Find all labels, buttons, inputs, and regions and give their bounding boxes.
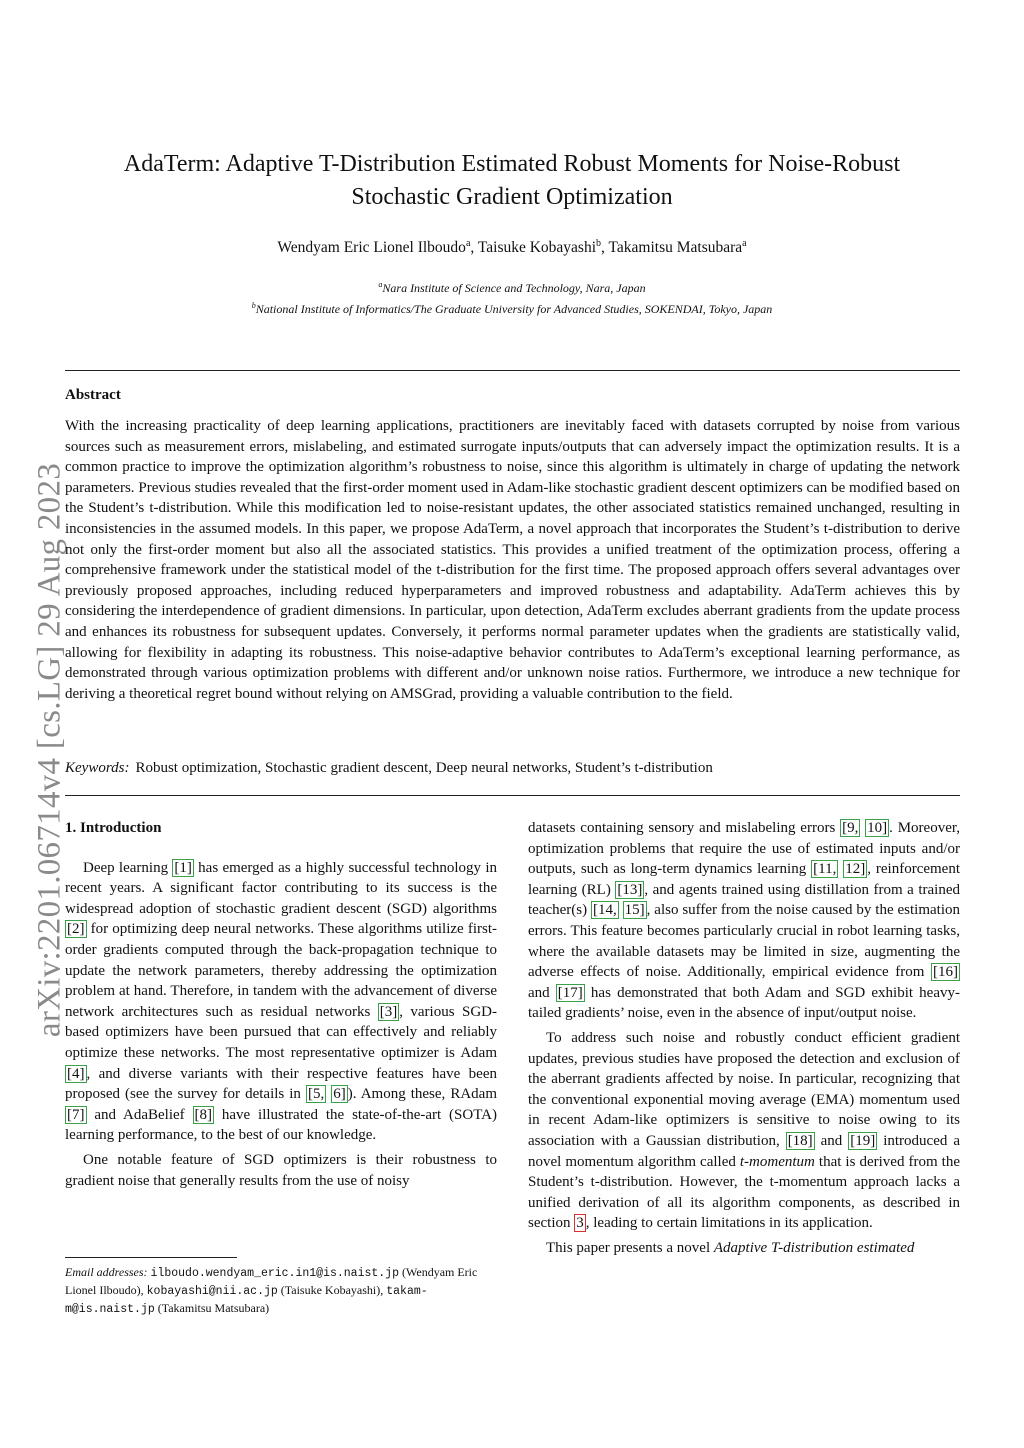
affiliations [100, 276, 924, 318]
citation-link[interactable]: [1] [174, 859, 192, 876]
citation-link[interactable]: [11, [813, 861, 837, 878]
citation-link[interactable]: [17] [557, 984, 583, 1001]
top-divider [65, 370, 960, 371]
abstract-bottom-divider [65, 795, 960, 796]
keywords-text: Robust optimization, Stochastic gradient descent, Deep neural networks, Student’s t-distribution [135, 760, 713, 776]
author-affil-mark: a [465, 238, 471, 249]
citation-link[interactable]: 15] [624, 902, 645, 919]
intro-paragraph-1: Deep learning [1] has emerged as a highly successful technology in recent years. A significant factor contributing to its success is the widespread adoption of stochastic gradient descent (SGD) algorithms [2] for optimizing deep neural networks. These algorithms utilize first-order gradients computed through the back-propagation technique to update the network parameters, thereby addressing the optimization problem at hand. Therefore, in tandem with the advancement of diverse network architectures such as residual networks [3] , various SGD-based optimizers have been pursued that can effectively and reliably optimize these networks. The most representative optimizer is Adam [4] , and diverse variants with their respective features have been proposed (see the survey for details in [5, 6] ). Among these, RAdam [7] and AdaBelief [8] have illustrated the state-of-the-art (SOTA) learning performance, to the best of our knowledge. [65, 859, 497, 1144]
email-link[interactable]: ilboudo.wendyam_eric.in1@is.naist.jp [150, 1267, 399, 1280]
title-line-2: Stochastic Gradient Optimization [351, 184, 673, 210]
citation-link[interactable]: [3] [379, 1003, 398, 1020]
citation-link[interactable]: [19] [850, 1132, 876, 1149]
citation-link[interactable]: [7] [67, 1106, 85, 1123]
citation-link[interactable]: [18] [787, 1132, 813, 1149]
intro-paragraph-2: One notable feature of SGD optimizers is their robustness to gradient noise that generally results from the use of noisy [65, 1151, 497, 1189]
footnote-emails: Email addresses: ilboudo.wendyam_eric.in1@is.naist.jp (Wendyam Eric Lionel Ilboudo), kobayashi@nii.ac.jp (Taisuke Kobayashi), takam-m@is.naist.jp (Takamitsu Matsubara) [65, 1265, 478, 1316]
footnote-label: Email addresses: [65, 1265, 148, 1279]
citation-link[interactable]: 10] [867, 820, 888, 836]
author-affil-mark: a [742, 238, 747, 249]
author-affil-mark: b [596, 238, 602, 249]
abstract-heading: Abstract [65, 387, 121, 403]
citation-link[interactable]: [4] [67, 1065, 85, 1082]
intro-paragraph-3: To address such noise and robustly conduct efficient gradient updates, previous studies have proposed the detection and exclusion of the aberrant gradients affected by noise. In particular, recognizing that the conventional exponential moving average (EMA) momentum used in recent Adam-like optimizers is sensitive to noise owing to its association with a Gaussian distribution, [18] and [19] introduced a novel momentum algorithm called t-momentum that is derived from the Student’s t-distribution. However, the t-momentum approach lacks a unified derivation of all its algorithm components, as described in section 3 , leading to certain limitations in its application. [528, 1029, 960, 1232]
email-link[interactable]: takam-m@is.naist.jp [65, 1285, 428, 1316]
left-column [65, 818, 497, 1191]
section-heading-introduction: 1. Introduction [65, 820, 162, 836]
footnote-divider [65, 1257, 237, 1258]
author-list: Wendyam Eric Lionel Ilboudo$^a$, Taisuke Kobayashi$^b$, Takamitsu Matsubara$^a$ [277, 238, 747, 257]
keywords [65, 760, 960, 777]
paper-title [100, 148, 924, 214]
author-name: Takamitsu Matsubara [608, 239, 743, 257]
citation-link[interactable]: [13] [617, 881, 643, 898]
citation-link[interactable]: [8] [194, 1106, 213, 1123]
citation-link[interactable]: 6] [333, 1086, 346, 1103]
email-link[interactable]: kobayashi@nii.ac.jp [146, 1285, 278, 1298]
citation-link[interactable]: [9, [842, 820, 859, 836]
intro-paragraph-2-continued: datasets containing sensory and mislabeling errors [9, 10] . Moreover, optimization problems that require the use of estimated inputs and/or outputs, such as long-term dynamics learning [11, 12] , reinforcement learning (RL) [13] , and agents trained using distillation from a trained teacher(s) [14, 15] , also suffer from the noise caused by the estimation errors. This feature becomes particularly crucial in robot learning tasks, where the available datasets may be limited in size, augmenting the adverse effects of noise. Additionally, empirical evidence from [16] and [17] has demonstrated that both Adam and SGD exhibit heavy-tailed gradients’ noise, even in the absence of input/output noise. [528, 820, 961, 1022]
citation-link[interactable]: [16] [933, 964, 958, 981]
abstract-body: With the increasing practicality of deep learning applications, practitioners are inevitably faced with datasets corrupted by noise from various sources such as measurement errors, mislabeling, and estimated surrogate inputs/outputs that can adversely impact the optimization results. It is a common practice to improve the optimization algorithm’s robustness to noise, since this algorithm is ultimately in charge of updating the network parameters. Previous studies revealed that the first-order moment used in Adam-like stochastic gradient descent optimizers can be modified based on the Student’s t-distribution. While this modification led to noise-resistant updates, the other associated statistics remained unchanged, resulting in inconsistencies in the assumed models. In this paper, we propose AdaTerm, a novel approach that incorporates the Student’s t-distribution to derive not only the first-order moment but also all the associated statistics. This provides a unified treatment of the optimization process, offering a comprehensive framework under the statistical model of the t-distribution for the first time. The proposed approach offers several advantages over previously proposed approaches, including reduced hyperparameters and improved robustness and adaptability. AdaTerm achieves this by considering the interdependence of gradient dimensions. In particular, upon detection, AdaTerm excludes aberrant gradients from the update process and enhances its robustness for subsequent updates. Conversely, it performs normal parameter updates when the gradients are statistically valid, allowing for flexibility in adapting its robustness. This noise-adaptive behavior contributes to AdaTerm’s exceptional learning performance, as demonstrated through various optimization problems with different and/or unknown noise ratios. Furthermore, we introduce a new technique for deriving a theoretical regret bound without relying on AMSGrad, providing a valuable contribution to the field. [65, 418, 960, 702]
citation-link[interactable]: [5, [307, 1086, 325, 1103]
citation-link[interactable]: [2] [67, 921, 85, 938]
arxiv-identifier: arXiv:2201.06714v4 [cs.LG] 29 Aug 2023 [31, 462, 68, 1038]
author-name: Wendyam Eric Lionel Ilboudo [277, 239, 466, 257]
citation-link[interactable]: [14, [593, 902, 617, 919]
author-name: Taisuke Kobayashi [477, 239, 597, 257]
method-name-italic: Adaptive T-distribution estimated [713, 1239, 915, 1256]
term-t-momentum: t-momentum [739, 1153, 815, 1170]
affiliation-b: $^b$National Institute of Informatics/The Graduate University for Advanced Studies, SOKENDAI, Tokyo, Japan [251, 301, 773, 316]
affiliation-a: $^a$Nara Institute of Science and Technology, Nara, Japan [378, 280, 646, 295]
citation-link[interactable]: 12] [845, 861, 866, 878]
section-reference-link[interactable]: 3 [576, 1215, 584, 1232]
intro-paragraph-4: This paper presents a novel Adaptive T-distribution estimated [546, 1239, 915, 1256]
title-line-1: AdaTerm: Adaptive T-Distribution Estimated Robust Moments for Noise-Robust [123, 151, 901, 177]
keywords-label: Keywords: [65, 760, 130, 776]
right-column [528, 818, 960, 1258]
